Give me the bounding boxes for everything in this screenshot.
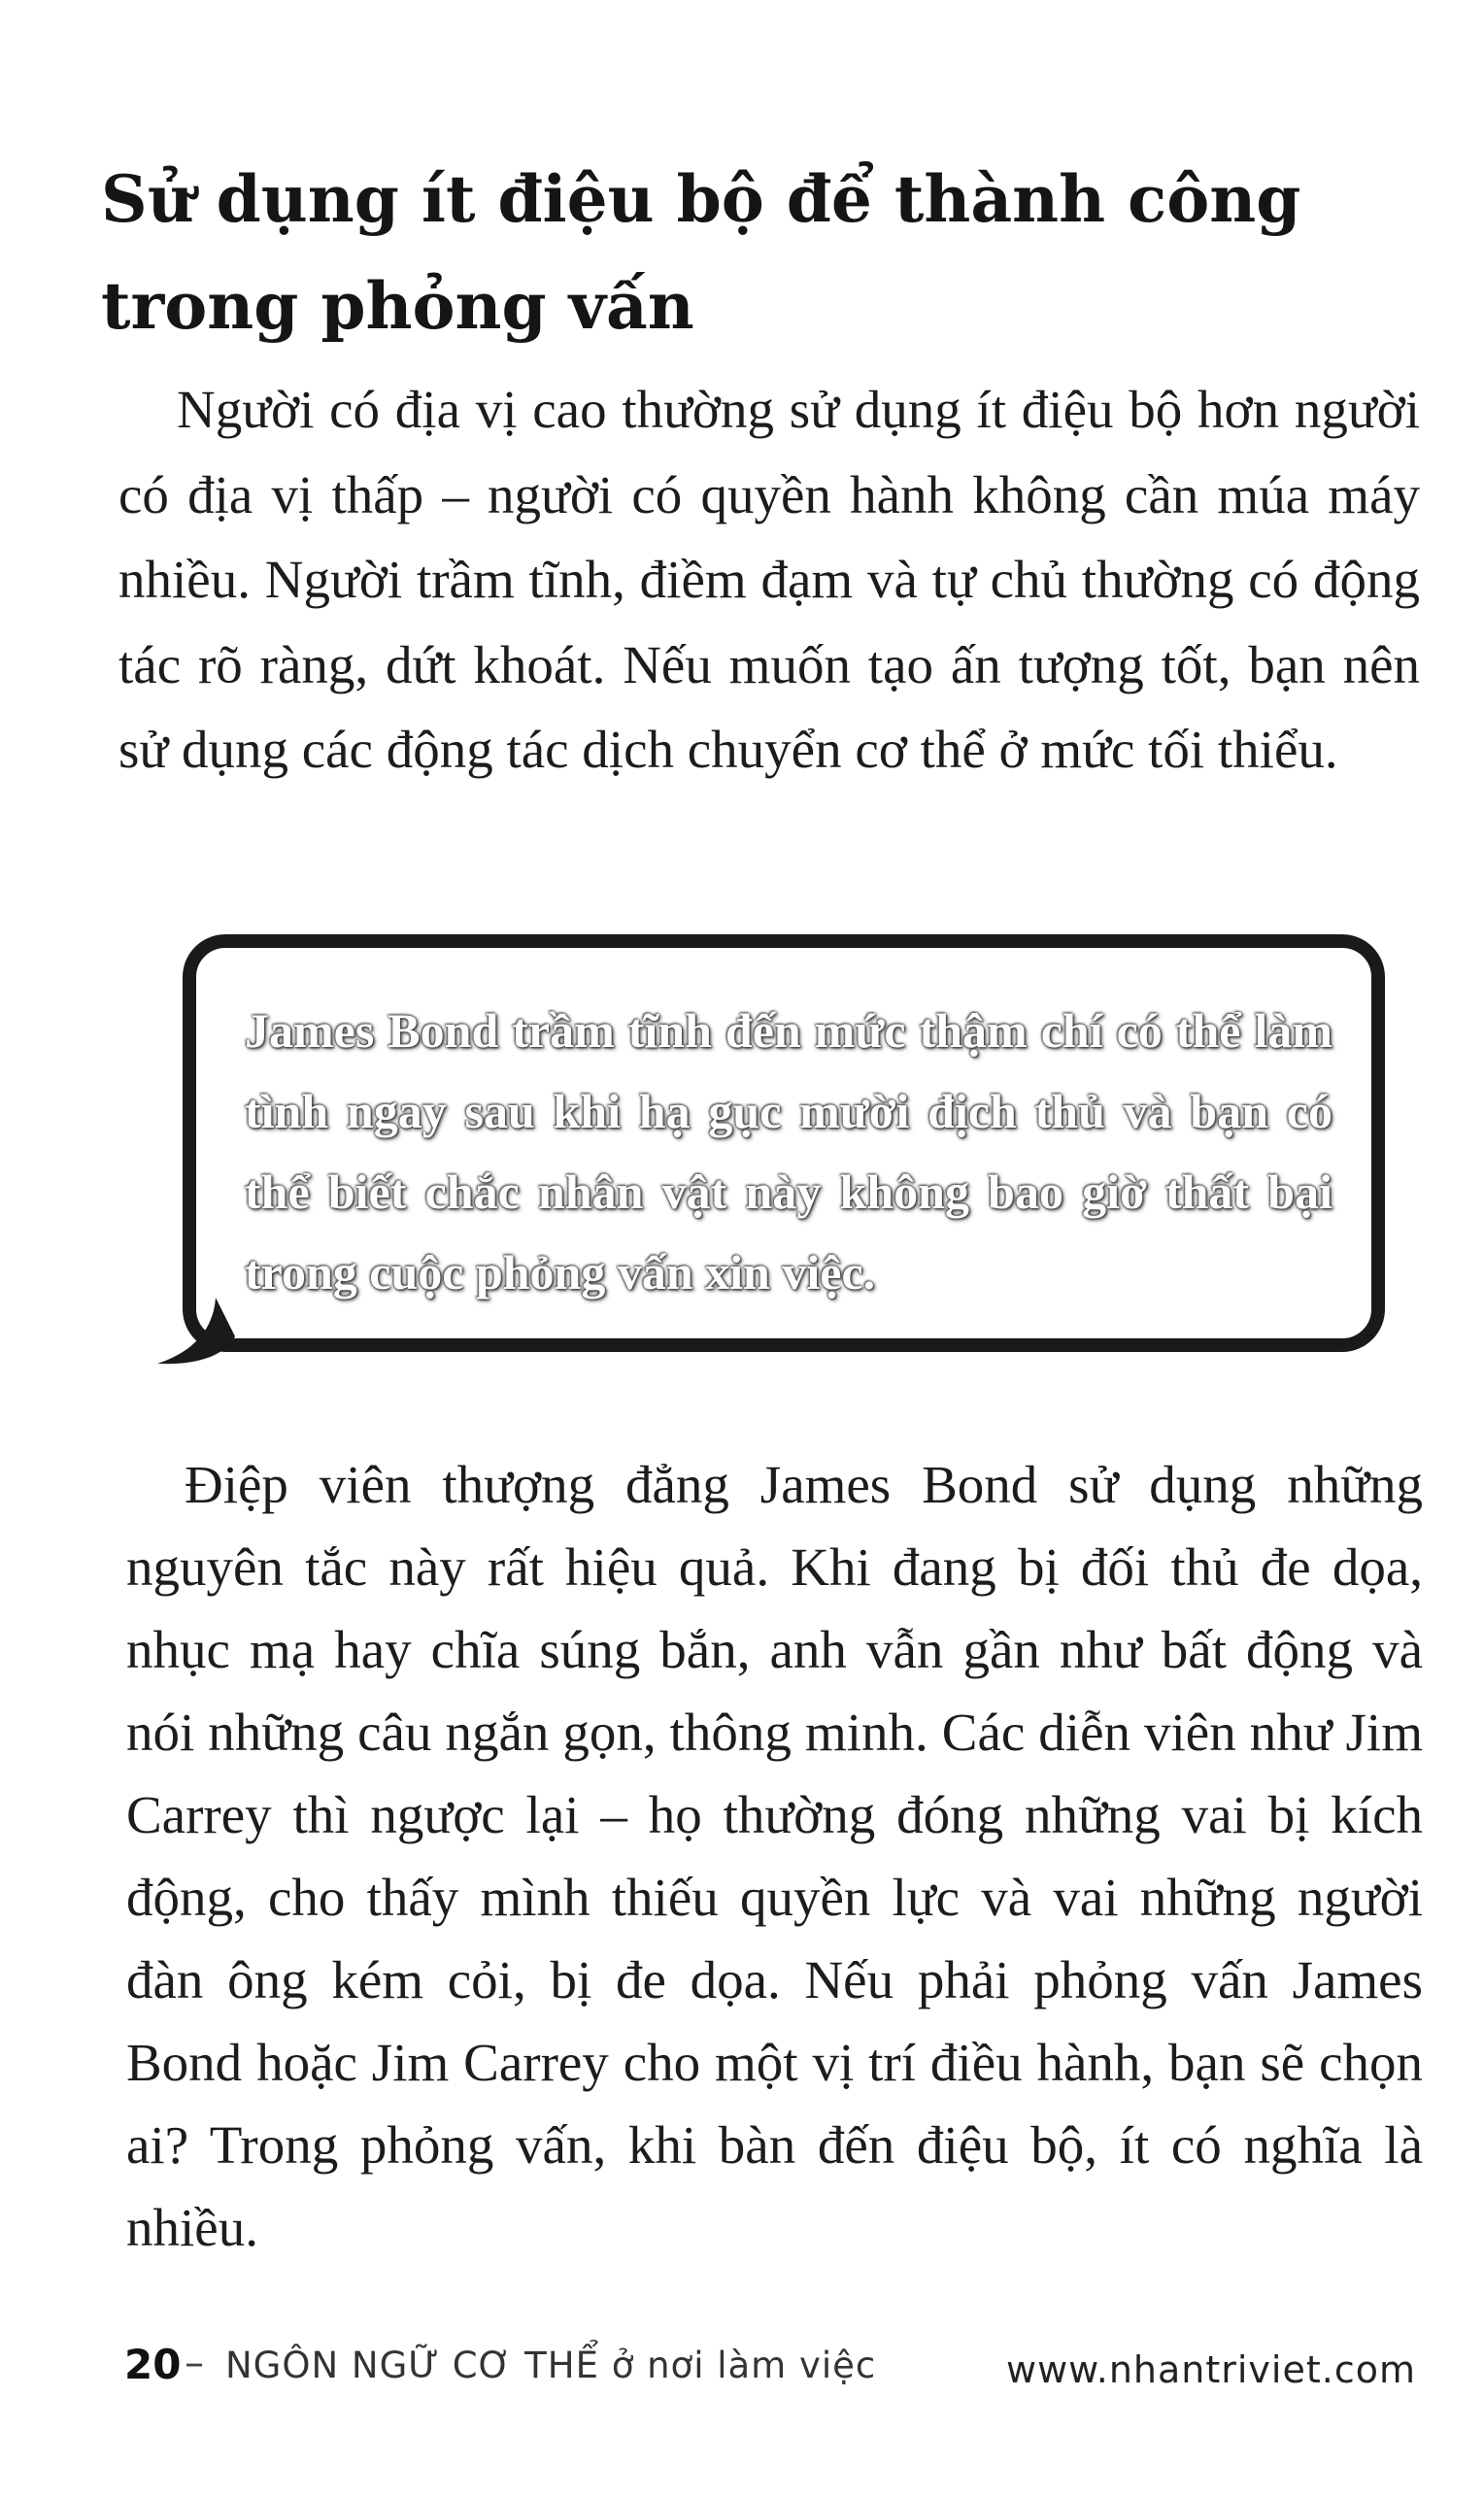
page-number: 20 (124, 2341, 182, 2388)
body-paragraph-2: Điệp viên thượng đẳng James Bond sử dụng những nguyên tắc này rất hiệu quả. Khi đang bị đối thủ đe dọa, nhục mạ hay chĩa súng bắn, anh vẫn gần như bất động và nói những câu ngắn gọn, thông minh. Các diễn viên như Jim Carrey thì ngược lại – họ thường đóng những vai bị kích động, cho thấy mình thiếu quyền lực và vai những người đàn ông kém cỏi, bị đe dọa. Nếu phải phỏng vấn James Bond hoặc Jim Carrey cho một vị trí điều hành, bạn sẽ chọn ai? Trong phỏng vấn, khi bàn đến điệu bộ, ít có nghĩa là nhiều. (126, 1455, 1423, 2257)
running-book-title: NGÔN NGỮ CƠ THỂ ở nơi làm việc (225, 2345, 877, 2386)
page-footer (124, 2341, 1416, 2409)
section-heading: Sử dụng ít điệu bộ để thành công trong phỏng vấn (101, 161, 1301, 344)
speech-bubble-tail-icon (157, 1298, 235, 1367)
body-paragraph-1: Người có địa vị cao thường sử dụng ít điệu bộ hơn người có địa vị thấp – người có quyền hành không cần múa máy nhiều. Người trầm tĩnh, điềm đạm và tự chủ thường có động tác rõ ràng, dứt khoát. Nếu muốn tạo ấn tượng tốt, bạn nên sử dụng các động tác dịch chuyển cơ thể ở mức tối thiểu. (118, 380, 1420, 779)
pull-quote: James Bond trầm tĩnh đến mức thậm chí có thể làm tình ngay sau khi hạ gục mười địch thủ và bạn có thể biết chắc nhân vật này không bao giờ thất bại trong cuộc phỏng vấn xin việc. (245, 1003, 1332, 1300)
footer-separator: – (185, 2341, 204, 2385)
publisher-website: www.nhantriviet.com (1005, 2348, 1416, 2391)
